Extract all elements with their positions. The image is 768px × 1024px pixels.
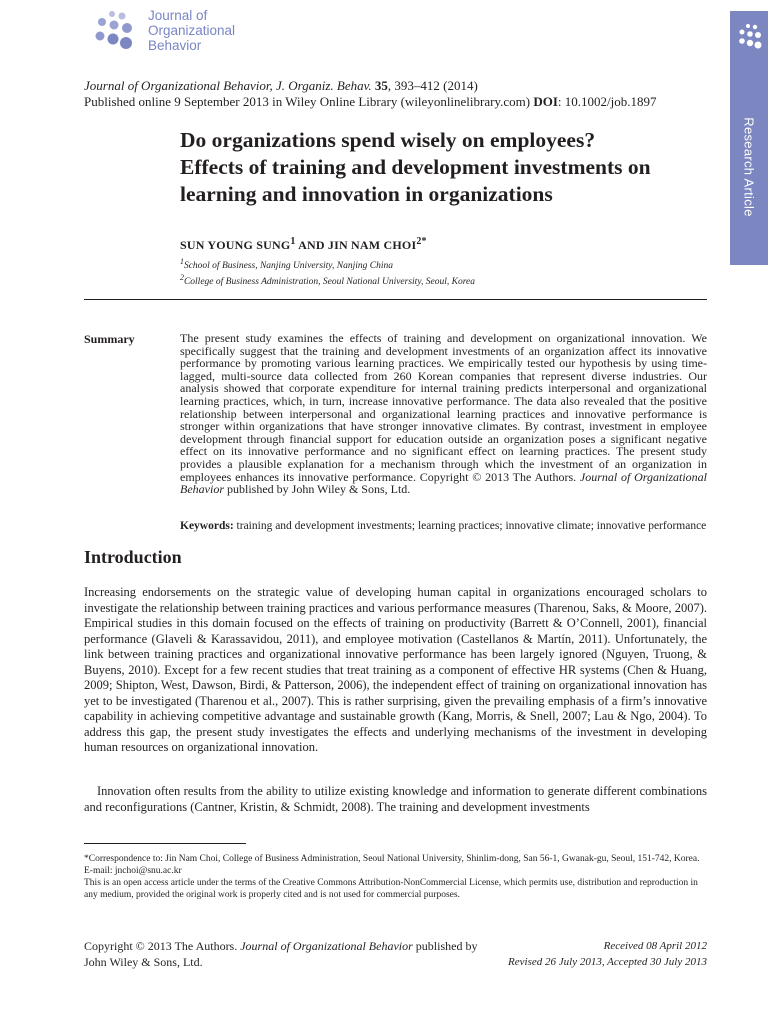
citation-volume: 35: [374, 78, 388, 93]
doi-value[interactable]: : 10.1002/job.1897: [557, 94, 657, 109]
title-line1: Do organizations spend wisely on employees?: [180, 128, 596, 152]
article-title: [180, 127, 720, 208]
summary-label: Summary: [84, 332, 135, 346]
footnote-correspondence: *Correspondence to: Jin Nam Choi, College of Business Administration, Seoul National University, Shinlim-dong, San 56-1, Gwanak-gu, Seoul, 151-742, Korea. E-mail: jnchoi@snu.ac.kr: [84, 854, 700, 876]
summary-text: [180, 332, 707, 496]
footer-copyright-prefix: Copyright © 2013 The Authors.: [84, 939, 238, 953]
journal-logo-text: [148, 8, 235, 53]
footer-copyright-journal: Journal of Organizational Behavior: [240, 939, 413, 953]
footer-dates: [440, 938, 707, 970]
affiliation-2-sup: 2: [180, 273, 184, 283]
doi-label: DOI: [533, 94, 558, 109]
journal-logo-line1: Journal of: [148, 8, 208, 23]
footnotes: [84, 853, 707, 901]
author-and: AND: [295, 238, 328, 252]
summary-body: The present study examines the effects of training and development on organizational innovation. We specifically suggest that the training and development investments of an organization affect its innovative performance by promoting various learning practices. We empirically tested our hypothesis by using time-lagged, multi-source data collected from 260 Korean companies that represent diverse industries. Our analysis showed that corporate expenditure for internal training predicts interpersonal and organizational learning practices, which, in turn, increase innovative performance. The data also revealed that the positive relationship between interpersonal and organizational learning practices and innovative performance is stronger within organizations that have stronger innovative climates. By contrast, investment in employee development through financial support for education outside an organization poses a significant negative effect on its innovative performance and no significant effect on learning practices. The present study provides a plausible explanation for a mechanism through which the investment of an organization in employees enhances its innovative performance. Copyright © 2013 The Authors.: [180, 331, 707, 484]
keywords-label: Keywords:: [180, 520, 234, 532]
citation-block: [84, 78, 714, 110]
citation-line2: [84, 94, 714, 110]
journal-logo-line3: Behavior: [148, 38, 202, 53]
journal-logo-line2: Organizational: [148, 23, 236, 38]
article-type-tab: [730, 11, 768, 265]
citation-line1: [84, 78, 714, 94]
footer-copyright-suffix: published by: [415, 939, 478, 953]
journal-logo: [92, 8, 262, 58]
affiliation-2-text: College of Business Administration, Seoul National University, Seoul, Korea: [183, 277, 476, 288]
author-2: JIN NAM CHOI: [327, 238, 417, 252]
article-type-label: Research Article: [741, 117, 757, 217]
header-divider: [84, 299, 707, 300]
summary-journal: Journal of Organizational Behavior: [180, 469, 708, 497]
keywords-text: training and development investments; learning practices; innovative climate; innovative performance: [236, 520, 707, 532]
introduction-paragraph-2: Innovation often results from the ability to utilize existing knowledge and information to generate different combinations and reconfigurations (Cantner, Kristin, & Schmidt, 2008). The training and development investments: [84, 784, 707, 814]
citation-pages: , 393–412 (2014): [387, 78, 478, 93]
author-2-sup: 2*: [416, 236, 427, 247]
affiliation-2: [180, 272, 700, 288]
author-list: [180, 236, 700, 253]
citation-journal: Journal of Organizational Behavior, J. Organiz. Behav.: [84, 78, 372, 93]
title-line3: learning and innovation in organizations: [180, 182, 553, 206]
footnote-license: This is an open access article under the terms of the Creative Commons Attribution-NonCommercial License, which permits use, distribution and reproduction in any medium, provided the original work is properly cited and is not used for commercial purposes.: [84, 878, 698, 900]
summary-publisher: published by John Wiley & Sons, Ltd.: [227, 482, 411, 497]
citation-published: Published online 9 September 2013 in Wiley Online Library (wileyonlinelibrary.com): [84, 94, 531, 109]
footer-copyright-line2: John Wiley & Sons, Ltd.: [84, 955, 203, 969]
affiliation-1-text: School of Business, Nanjing University, Nanjing China: [183, 261, 393, 272]
footer-revised: Revised 26 July 2013, Accepted 30 July 2013: [508, 956, 707, 968]
author-1-sup: 1: [290, 236, 296, 247]
affiliation-1: [180, 256, 700, 272]
journal-logo-dots-icon: [92, 8, 136, 56]
footnote-divider: [84, 843, 246, 844]
introduction-paragraph-1: Increasing endorsements on the strategic value of developing human capital in organizations encouraged scholars to investigate the relationship between training practices and various performance measures (Tharenou, Saks, & Moore, 2007). Empirical studies in this domain focused on the effects of training on productivity (Barrett & O’Connell, 2001), financial performance (Glaveli & Karassavidou, 2011), and employee motivation (Castellanos & Martín, 2011). Unfortunately, the link between training practices and organizational innovative performance has been largely ignored (Nguyen, Truong, & Buyens, 2010). Except for a few recent studies that treat training as a component of effective HR systems (Chen & Huang, 2009; Shipton, West, Dawson, Birdi, & Patterson, 2006), the independent effect of training on organizational innovation has yet to be investigated (Tharenou et al., 2007). This is rather surprising, given the prevailing emphasis of a firm’s innovative capability in achieving competitive advantage and sustainable growth (Kang, Morris, & Snell, 2007; Lau & Ngo, 2004). To address this gap, the present study investigates the effects and underlying mechanisms of the investment in developing human resources on organizational innovation.: [84, 585, 707, 754]
footer-received: Received 08 April 2012: [603, 940, 707, 952]
keywords: [180, 520, 720, 532]
author-1: SUN YOUNG SUNG: [180, 238, 291, 252]
affiliations: [180, 256, 700, 288]
introduction-heading: Introduction: [84, 547, 182, 567]
affiliation-1-sup: 1: [180, 257, 184, 266]
tab-dots-icon: [736, 22, 762, 50]
title-line2: Effects of training and development investments on: [180, 155, 651, 179]
